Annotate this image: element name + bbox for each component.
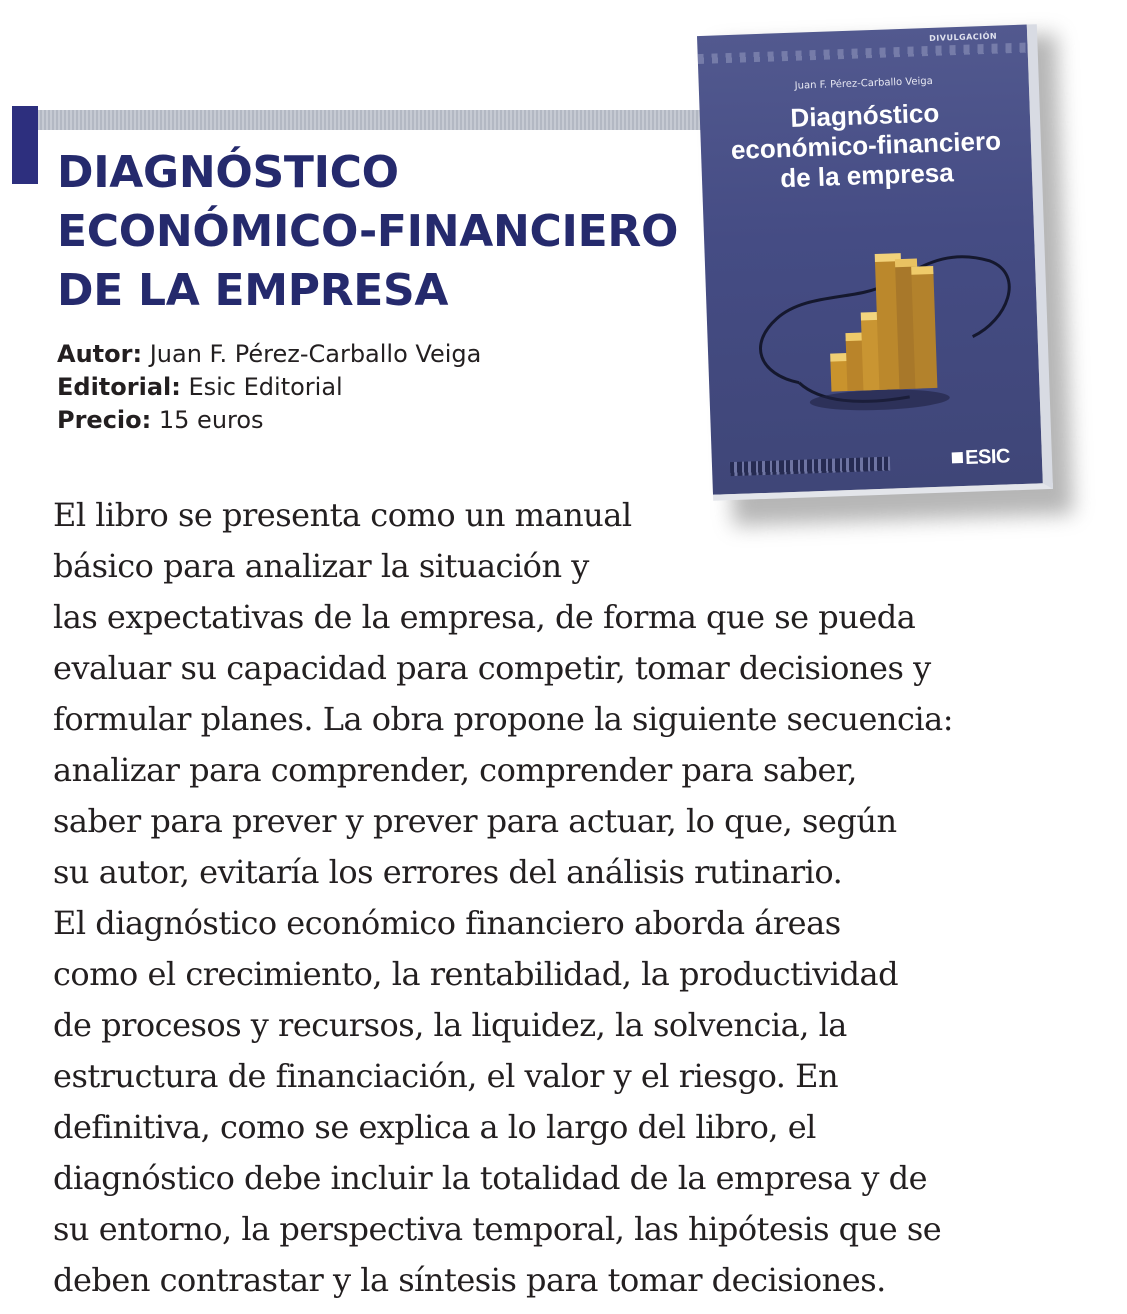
meta-value: Esic Editorial xyxy=(180,373,343,401)
book-author: Juan F. Pérez-Carballo Veiga xyxy=(794,75,933,92)
publisher-logo-text: ESIC xyxy=(964,445,1011,469)
body-line: formular planes. La obra propone la siguiente secuencia: xyxy=(53,700,953,738)
book-top-band xyxy=(698,43,1028,65)
meta-publisher xyxy=(57,371,697,404)
book-title-line: económico-financiero xyxy=(730,125,1002,165)
body-line: diagnóstico debe incluir la totalidad de la empresa y de xyxy=(53,1159,928,1197)
body-line: saber para prever y prever para actuar, lo que, según xyxy=(53,802,897,840)
book-cover xyxy=(697,24,1053,501)
meta-value: Juan F. Pérez-Carballo Veiga xyxy=(142,340,482,368)
body-line: de procesos y recursos, la liquidez, la solvencia, la xyxy=(53,1006,847,1044)
meta-label: Editorial: xyxy=(57,373,181,401)
body-line: analizar para comprender, comprender para saber, xyxy=(53,751,857,789)
book-title-line: de la empresa xyxy=(779,157,955,194)
gold-bar-chart-icon xyxy=(734,225,1022,455)
title-line: DIAGNÓSTICO xyxy=(57,147,399,198)
body-line: estructura de financiación, el valor y el riesgo. En xyxy=(53,1057,839,1095)
book-title xyxy=(699,95,1032,196)
body-line: evaluar su capacidad para competir, tomar decisiones y xyxy=(53,649,931,687)
logo-square-icon xyxy=(952,452,963,463)
meta-price xyxy=(57,404,697,437)
meta-label: Precio: xyxy=(57,406,152,434)
body-line: El libro se presenta como un manual xyxy=(53,496,632,534)
body-line: las expectativas de la empresa, de forma que se pueda xyxy=(53,598,916,636)
meta-author xyxy=(57,338,697,371)
meta-value: 15 euros xyxy=(151,406,264,434)
body-line: El diagnóstico económico financiero aborda áreas xyxy=(53,904,841,942)
body-line: deben contrastar y la síntesis para tomar decisiones. xyxy=(53,1261,886,1299)
body-line: como el crecimiento, la rentabilidad, la productividad xyxy=(53,955,899,993)
book-details xyxy=(57,338,697,437)
book-title-line: Diagnóstico xyxy=(789,97,940,133)
title-line: ECONÓMICO-FINANCIERO xyxy=(57,206,679,257)
article-title xyxy=(57,143,707,320)
header-rule xyxy=(38,110,718,130)
accent-bar xyxy=(12,106,38,184)
meta-label: Autor: xyxy=(57,340,143,368)
body-line: básico para analizar la situación y xyxy=(53,547,589,585)
title-line: DE LA EMPRESA xyxy=(57,265,449,316)
body-line: su autor, evitaría los errores del análisis rutinario. xyxy=(53,853,843,891)
body-line: su entorno, la perspectiva temporal, las hipótesis que se xyxy=(53,1210,942,1248)
book-series: DIVULGACIÓN xyxy=(929,31,998,43)
publisher-logo xyxy=(952,445,1010,470)
book-barcode-strip xyxy=(730,457,890,477)
body-line: definitiva, como se explica a lo largo del libro, el xyxy=(53,1108,816,1146)
article-body xyxy=(53,490,1003,1306)
